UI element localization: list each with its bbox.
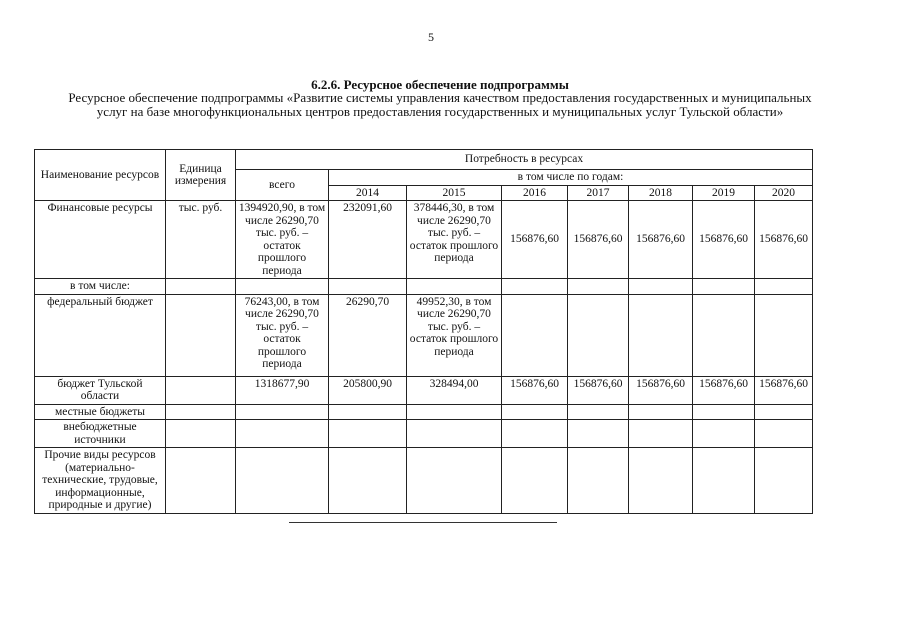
header-year: 2020 (755, 185, 813, 201)
header-year: 2015 (407, 185, 502, 201)
row-federal-total: 76243,00, в том числе 26290,70 тыс. руб. – остаток прошлого периода (236, 294, 329, 376)
resource-table (34, 149, 813, 514)
header-resource-name: Наименование ресурсов (35, 150, 166, 201)
row-federal-2018 (629, 294, 693, 376)
subtitle: Ресурсное обеспечение подпрограммы «Развитие системы управления качеством предоставления государственных и муниципальных услуг на базе многофункциональных центров предоставления государственных и муниципальных услуг Тульской области» (68, 90, 812, 119)
header-year: 2014 (329, 185, 407, 201)
row-regional-name: бюджет Тульской области (35, 376, 166, 404)
row-financial-total: 1394920,90, в том числе 26290,70 тыс. руб. – остаток прошлого периода (236, 201, 329, 279)
row-financial-2015: 378446,30, в том числе 26290,70 тыс. руб. – остаток прошлого периода (407, 201, 502, 279)
row-offbudget-name: внебюджетные источники (35, 420, 166, 448)
row-regional-2016: 156876,60 (502, 376, 568, 404)
page-number: 5 (428, 30, 434, 44)
row-regional-2014: 205800,90 (329, 376, 407, 404)
header-year: 2019 (693, 185, 755, 201)
header-need: Потребность в ресурсах (236, 150, 813, 170)
row-federal-2020 (755, 294, 813, 376)
row-federal-2017 (568, 294, 629, 376)
header-year: 2017 (568, 185, 629, 201)
header-total: всего (236, 170, 329, 201)
footer-rule (289, 522, 557, 523)
row-financial-2018: 156876,60 (629, 201, 693, 279)
row-regional-2017: 156876,60 (568, 376, 629, 404)
header-year: 2018 (629, 185, 693, 201)
row-regional-2019: 156876,60 (693, 376, 755, 404)
row-financial-2014: 232091,60 (329, 201, 407, 279)
row-regional-2020: 156876,60 (755, 376, 813, 404)
row-local-name: местные бюджеты (35, 404, 166, 420)
row-federal-2015: 49952,30, в том числе 26290,70 тыс. руб. – остаток прошлого периода (407, 294, 502, 376)
row-incl-label: в том числе: (35, 279, 166, 295)
header-unit: Единица измерения (166, 150, 236, 201)
row-federal-2016 (502, 294, 568, 376)
header-by-years: в том числе по годам: (329, 170, 813, 186)
row-federal-2014: 26290,70 (329, 294, 407, 376)
row-financial-2017: 156876,60 (568, 201, 629, 279)
header-year: 2016 (502, 185, 568, 201)
row-financial-2016: 156876,60 (502, 201, 568, 279)
row-federal-2019 (693, 294, 755, 376)
row-financial-2019: 156876,60 (693, 201, 755, 279)
row-financial-2020: 156876,60 (755, 201, 813, 279)
row-regional-2018: 156876,60 (629, 376, 693, 404)
row-federal-name: федеральный бюджет (35, 294, 166, 376)
section-title: 6.2.6. Ресурсное обеспечение подпрограммы (311, 77, 569, 92)
row-financial-unit: тыс. руб. (166, 201, 236, 279)
row-regional-2015: 328494,00 (407, 376, 502, 404)
row-regional-total: 1318677,90 (236, 376, 329, 404)
row-financial-name: Финансовые ресурсы (35, 201, 166, 279)
row-other-name: Прочие виды ресурсов (материально-технические, трудовые, информационные, природные и другие) (35, 448, 166, 514)
